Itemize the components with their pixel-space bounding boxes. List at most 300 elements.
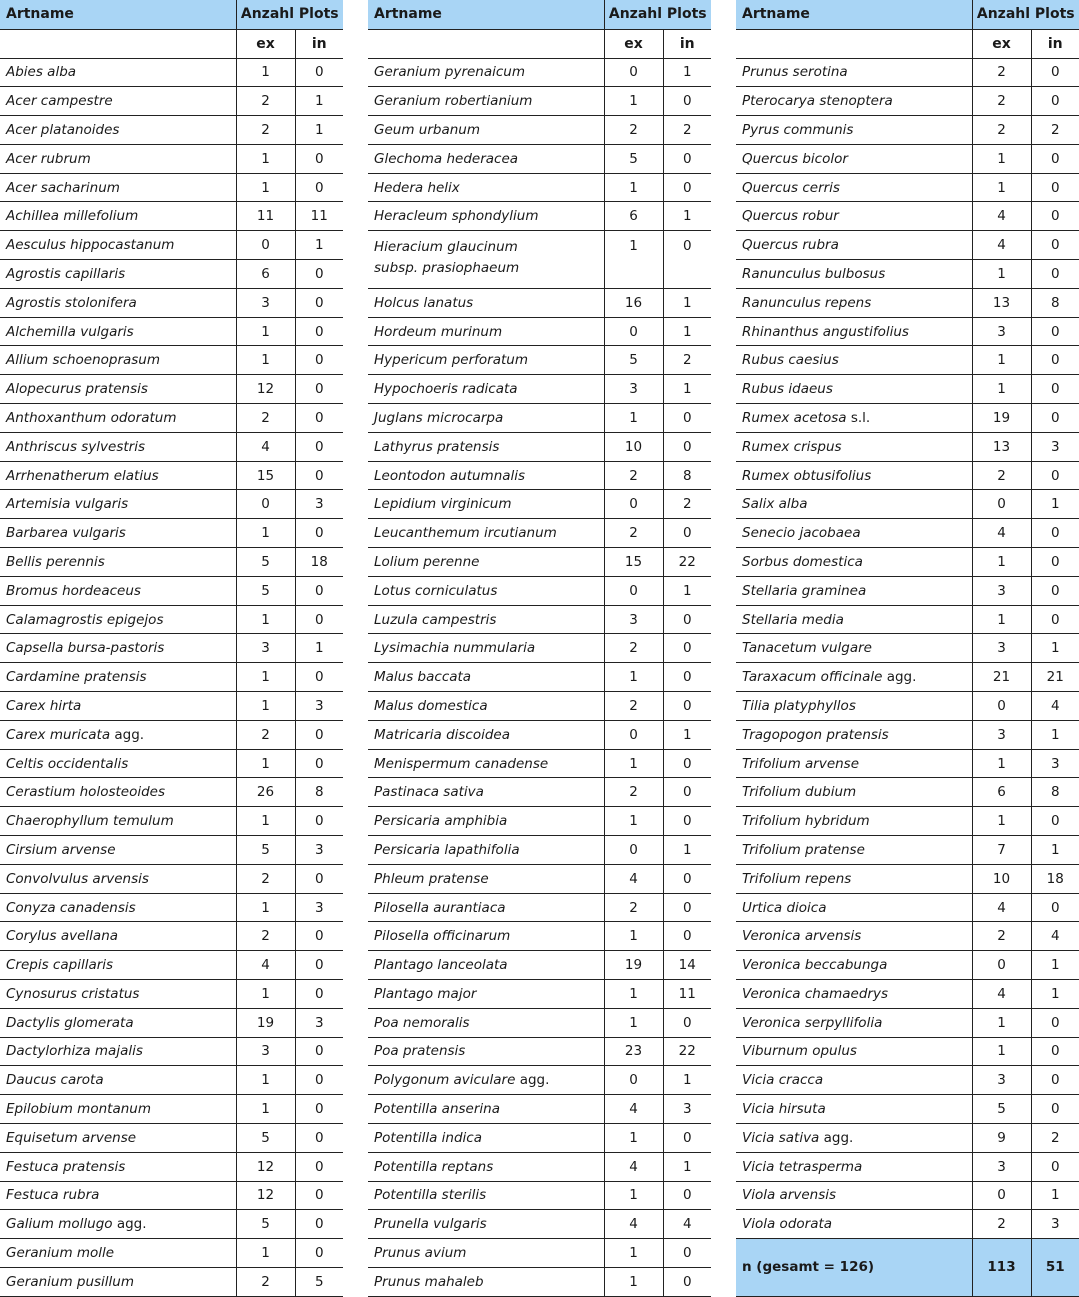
plots-in: 0 (295, 519, 343, 548)
species-name-text: Quercus cerris (742, 179, 840, 196)
species-name (0, 1239, 236, 1268)
species-name-text: Taraxacum officinale (742, 669, 883, 686)
species-name-text: Allium schoenoprasum (6, 352, 161, 369)
species-name (368, 692, 604, 721)
species-name-text: Trifolium pratense (742, 841, 865, 858)
plots-in: 0 (663, 519, 711, 548)
table-row (0, 202, 343, 231)
species-name-text: Artemisia vulgaris (6, 496, 129, 513)
plots-in: 0 (663, 1123, 711, 1152)
species-name (368, 893, 604, 922)
species-name (368, 749, 604, 778)
plots-in: 0 (1031, 1152, 1079, 1181)
species-name (368, 836, 604, 865)
species-name (0, 1267, 236, 1296)
plots-in: 0 (295, 922, 343, 951)
total-row (736, 1239, 1079, 1297)
plots-in: 1 (1031, 720, 1079, 749)
plots-ex: 3 (972, 1066, 1031, 1095)
plots-ex: 10 (972, 864, 1031, 893)
plots-in: 3 (295, 1008, 343, 1037)
plots-ex: 11 (236, 202, 295, 231)
species-name (0, 490, 236, 519)
plots-in: 1 (663, 1066, 711, 1095)
species-name (368, 1152, 604, 1181)
plots-in: 2 (663, 346, 711, 375)
species-name-text: Rumex acetosa (742, 409, 847, 426)
species-name-text: Acer sacharinum (6, 179, 120, 196)
species-name-text: Calamagrostis epigejos (6, 611, 164, 628)
species-name (736, 1095, 972, 1124)
plots-ex: 2 (972, 58, 1031, 87)
species-name-text: Bromus hordeaceus (6, 582, 141, 599)
species-name (0, 922, 236, 951)
plots-in: 0 (1031, 576, 1079, 605)
plots-in: 2 (1031, 1123, 1079, 1152)
table-row (368, 576, 711, 605)
species-table-left (0, 0, 343, 1297)
plots-ex: 0 (972, 1181, 1031, 1210)
subheader-blank (0, 29, 236, 58)
plots-ex: 2 (236, 922, 295, 951)
plots-ex: 1 (236, 144, 295, 173)
plots-in: 0 (295, 1066, 343, 1095)
plots-in: 14 (663, 951, 711, 980)
species-name (0, 864, 236, 893)
species-name (368, 576, 604, 605)
table-row (0, 951, 343, 980)
plots-ex: 5 (236, 1210, 295, 1239)
species-name-text: Cirsium arvense (6, 841, 116, 858)
table-row (736, 1095, 1079, 1124)
table-row (368, 1066, 711, 1095)
table-row (736, 1037, 1079, 1066)
plots-in: 0 (295, 375, 343, 404)
plots-ex: 1 (604, 231, 663, 289)
plots-ex: 15 (604, 548, 663, 577)
species-name (368, 461, 604, 490)
table-row (0, 720, 343, 749)
plots-ex: 1 (236, 58, 295, 87)
species-name (0, 231, 236, 260)
table-row (368, 490, 711, 519)
species-name (368, 404, 604, 433)
species-name (0, 375, 236, 404)
plots-in: 0 (1031, 1095, 1079, 1124)
plots-ex: 4 (972, 980, 1031, 1009)
species-name (736, 893, 972, 922)
species-name-text: Geranium pyrenaicum (374, 64, 526, 81)
plots-in: 22 (663, 1037, 711, 1066)
table-row (736, 807, 1079, 836)
plots-ex: 1 (972, 807, 1031, 836)
species-name-text: Ranunculus repens (742, 294, 872, 311)
plots-ex: 1 (972, 1008, 1031, 1037)
plots-ex: 1 (972, 144, 1031, 173)
table-row (368, 288, 711, 317)
plots-in: 2 (1031, 116, 1079, 145)
species-name (0, 1066, 236, 1095)
species-name (0, 116, 236, 145)
species-name-text: Geranium pusillum (6, 1273, 135, 1290)
table-row (368, 548, 711, 577)
plots-in: 2 (663, 116, 711, 145)
table-row (736, 605, 1079, 634)
species-name-text: Galium mollugo (6, 1216, 113, 1233)
plots-in: 3 (295, 490, 343, 519)
plots-ex: 1 (604, 87, 663, 116)
subheader-blank (736, 29, 972, 58)
table-row (368, 87, 711, 116)
species-name-text: Leucanthemum ircutianum (374, 525, 557, 542)
species-name (368, 663, 604, 692)
plots-in: 0 (663, 404, 711, 433)
plots-in: 0 (295, 576, 343, 605)
species-name-text: Geranium molle (6, 1245, 115, 1262)
plots-in: 0 (1031, 461, 1079, 490)
species-name-text: Capsella bursa-pastoris (6, 640, 165, 657)
plots-ex: 7 (972, 836, 1031, 865)
table-row (0, 692, 343, 721)
plots-in: 3 (663, 1095, 711, 1124)
plots-in: 0 (663, 173, 711, 202)
table-row (368, 951, 711, 980)
species-name-text: Quercus robur (742, 208, 839, 225)
species-name (368, 548, 604, 577)
table-row (736, 375, 1079, 404)
species-name-text: Prunus serotina (742, 64, 848, 81)
plots-ex: 1 (604, 173, 663, 202)
plots-ex: 2 (972, 922, 1031, 951)
plots-ex: 4 (604, 1095, 663, 1124)
plots-in: 4 (1031, 692, 1079, 721)
plots-in: 0 (663, 922, 711, 951)
table-row (368, 720, 711, 749)
species-name-text: Luzula campestris (374, 611, 497, 628)
species-name-text: Veronica beccabunga (742, 957, 888, 974)
plots-in: 1 (663, 58, 711, 87)
species-name (736, 432, 972, 461)
species-name-text: Plantago major (374, 985, 477, 1002)
species-name (0, 807, 236, 836)
species-name-text: Aesculus hippocastanum (6, 237, 175, 254)
table-row (736, 548, 1079, 577)
species-name (0, 1095, 236, 1124)
species-name (368, 116, 604, 145)
species-name (736, 605, 972, 634)
header-artname: Artname (0, 0, 236, 29)
plots-ex: 4 (236, 432, 295, 461)
plots-in: 0 (663, 634, 711, 663)
species-name-text: Lotus corniculatus (374, 582, 498, 599)
species-name (0, 519, 236, 548)
table-row (0, 1037, 343, 1066)
species-name (368, 980, 604, 1009)
species-name (0, 692, 236, 721)
species-name-text: Tilia platyphyllos (742, 697, 856, 714)
plots-ex: 1 (236, 980, 295, 1009)
table-row (0, 980, 343, 1009)
plots-in: 1 (1031, 1181, 1079, 1210)
table-row (368, 922, 711, 951)
species-name-text: Pyrus communis (742, 121, 854, 138)
table-row (0, 749, 343, 778)
plots-ex: 1 (972, 605, 1031, 634)
subheader-ex: ex (604, 29, 663, 58)
species-name (368, 317, 604, 346)
species-name (736, 519, 972, 548)
plots-ex: 0 (972, 490, 1031, 519)
plots-ex: 1 (236, 893, 295, 922)
species-name-text: Pilosella aurantiaca (374, 899, 506, 916)
species-name (0, 576, 236, 605)
table-row (0, 173, 343, 202)
plots-in: 0 (295, 864, 343, 893)
plots-in: 4 (1031, 922, 1079, 951)
plots-ex: 1 (236, 173, 295, 202)
plots-ex: 5 (604, 144, 663, 173)
plots-ex: 0 (604, 720, 663, 749)
table-row (736, 864, 1079, 893)
table-row (0, 288, 343, 317)
table-row (0, 346, 343, 375)
species-name-text: Hypochoeris radicata (374, 381, 518, 398)
plots-in: 0 (663, 144, 711, 173)
plots-in: 0 (295, 260, 343, 289)
species-name-text: Vicia hirsuta (742, 1101, 826, 1118)
plots-in: 0 (295, 288, 343, 317)
species-name (368, 375, 604, 404)
plots-in: 0 (295, 663, 343, 692)
species-name (736, 202, 972, 231)
species-name-text: Festuca pratensis (6, 1158, 126, 1175)
table-row (0, 663, 343, 692)
species-name (736, 116, 972, 145)
plots-ex: 1 (236, 1066, 295, 1095)
species-name-text: Leontodon autumnalis (374, 467, 526, 484)
plots-ex: 1 (972, 1037, 1031, 1066)
species-name (0, 663, 236, 692)
plots-ex: 1 (236, 317, 295, 346)
table-row (736, 720, 1079, 749)
plots-in: 0 (1031, 1037, 1079, 1066)
plots-in: 0 (1031, 548, 1079, 577)
plots-in: 0 (1031, 1066, 1079, 1095)
plots-in: 0 (295, 173, 343, 202)
plots-in: 0 (295, 144, 343, 173)
plots-in: 0 (295, 1123, 343, 1152)
plots-ex: 1 (236, 807, 295, 836)
plots-in: 0 (1031, 893, 1079, 922)
plots-ex: 2 (236, 404, 295, 433)
header-artname: Artname (736, 0, 972, 29)
table-row (368, 1095, 711, 1124)
table-row (0, 1123, 343, 1152)
plots-in: 0 (295, 1181, 343, 1210)
plots-ex: 2 (604, 692, 663, 721)
species-name (0, 951, 236, 980)
species-name (736, 1152, 972, 1181)
species-name-text: Acer platanoides (6, 121, 120, 138)
plots-in: 0 (1031, 202, 1079, 231)
species-name (736, 288, 972, 317)
table-row (368, 432, 711, 461)
table-row (0, 605, 343, 634)
header-artname: Artname (368, 0, 604, 29)
plots-ex: 4 (972, 519, 1031, 548)
plots-in: 0 (1031, 173, 1079, 202)
plots-ex: 3 (972, 720, 1031, 749)
plots-in: 1 (295, 231, 343, 260)
plots-ex: 1 (972, 260, 1031, 289)
plots-in: 0 (663, 1239, 711, 1268)
species-name-text: Trifolium dubium (742, 784, 857, 801)
plots-ex: 1 (604, 922, 663, 951)
table-row (736, 778, 1079, 807)
plots-ex: 26 (236, 778, 295, 807)
plots-in: 0 (295, 1210, 343, 1239)
species-name (736, 749, 972, 778)
table-row (368, 317, 711, 346)
species-name-text: Malus domestica (374, 697, 488, 714)
species-name (736, 1210, 972, 1239)
species-name (736, 1008, 972, 1037)
subheader-row (0, 29, 343, 58)
plots-ex: 1 (604, 1008, 663, 1037)
table-row (736, 663, 1079, 692)
table-row (0, 1066, 343, 1095)
species-name (0, 1152, 236, 1181)
plots-in: 1 (295, 634, 343, 663)
species-name (368, 922, 604, 951)
species-name (368, 951, 604, 980)
species-name (0, 778, 236, 807)
species-name (368, 1181, 604, 1210)
plots-ex: 5 (236, 836, 295, 865)
species-name (736, 346, 972, 375)
plots-in: 0 (295, 432, 343, 461)
plots-ex: 6 (236, 260, 295, 289)
table-row (368, 692, 711, 721)
plots-ex: 2 (972, 461, 1031, 490)
species-name (736, 922, 972, 951)
table-row (736, 346, 1079, 375)
species-name-text: Cerastium holosteoides (6, 784, 166, 801)
species-name-text: Agrostis capillaris (6, 265, 126, 282)
species-name-text: Veronica chamaedrys (742, 985, 888, 1002)
species-name-text: Dactylis glomerata (6, 1014, 134, 1031)
plots-ex: 2 (604, 461, 663, 490)
table-row (0, 922, 343, 951)
plots-ex: 0 (972, 951, 1031, 980)
subheader-row (368, 29, 711, 58)
table-row (0, 1239, 343, 1268)
species-name (736, 260, 972, 289)
species-name-text: Heracleum sphondylium (374, 208, 539, 225)
species-name (368, 173, 604, 202)
plots-ex: 3 (604, 605, 663, 634)
plots-ex: 19 (236, 1008, 295, 1037)
subheader-in: in (663, 29, 711, 58)
table-row (0, 893, 343, 922)
species-name-text: Conyza canadensis (6, 899, 136, 916)
species-name-text: Acer rubrum (6, 150, 91, 167)
plots-ex: 0 (236, 231, 295, 260)
species-name (736, 634, 972, 663)
species-name-text: Bellis perennis (6, 553, 105, 570)
plots-in: 0 (1031, 1008, 1079, 1037)
species-name (736, 836, 972, 865)
species-name (736, 317, 972, 346)
subheader-row (736, 29, 1079, 58)
table-row (736, 1210, 1079, 1239)
plots-in: 1 (1031, 836, 1079, 865)
plots-ex: 4 (972, 231, 1031, 260)
species-name-text: Phleum pratense (374, 870, 489, 887)
table-row (368, 173, 711, 202)
table-row (736, 1181, 1079, 1210)
plots-in: 0 (663, 778, 711, 807)
plots-in: 0 (295, 749, 343, 778)
plots-in: 3 (1031, 1210, 1079, 1239)
total-ex: 113 (972, 1239, 1031, 1297)
species-name-text: Dactylorhiza majalis (6, 1043, 143, 1060)
species-name (0, 144, 236, 173)
plots-in: 0 (663, 231, 711, 289)
plots-ex: 3 (236, 1037, 295, 1066)
species-name (0, 548, 236, 577)
species-name-text: Geum urbanum (374, 121, 480, 138)
plots-ex: 13 (972, 432, 1031, 461)
species-name (736, 58, 972, 87)
species-name (0, 1181, 236, 1210)
species-name-text: Hypericum perforatum (374, 352, 528, 369)
species-name (736, 1037, 972, 1066)
species-name-text: Vicia sativa (742, 1129, 820, 1146)
species-name (736, 1123, 972, 1152)
plots-in: 0 (663, 432, 711, 461)
species-name (0, 893, 236, 922)
species-name (0, 202, 236, 231)
species-name (368, 202, 604, 231)
plots-in: 0 (663, 605, 711, 634)
table-row (368, 1210, 711, 1239)
species-name-text: Poa nemoralis (374, 1014, 470, 1031)
species-name (0, 404, 236, 433)
plots-ex: 0 (236, 490, 295, 519)
species-name-text: Arrhenatherum elatius (6, 467, 159, 484)
species-name-text: Acer campestre (6, 93, 113, 110)
species-name-suffix: s.l. (846, 409, 871, 426)
table-row (0, 864, 343, 893)
plots-ex: 12 (236, 1152, 295, 1181)
species-name-text: Poa pratensis (374, 1043, 466, 1060)
species-name (368, 1267, 604, 1296)
plots-in: 0 (295, 980, 343, 1009)
table-row (368, 980, 711, 1009)
plots-in: 11 (663, 980, 711, 1009)
subheader-blank (368, 29, 604, 58)
species-name (368, 519, 604, 548)
table-row (368, 1181, 711, 1210)
table-row (736, 317, 1079, 346)
species-name-text: Rumex crispus (742, 438, 842, 455)
table-row (736, 1152, 1079, 1181)
table-row (368, 893, 711, 922)
plots-in: 0 (295, 1037, 343, 1066)
plots-ex: 1 (604, 1239, 663, 1268)
species-name (368, 1066, 604, 1095)
